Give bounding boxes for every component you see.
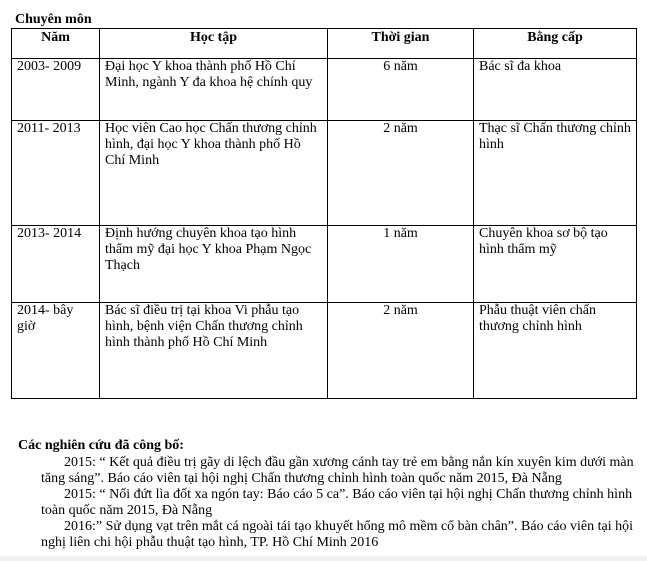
cell-year: 2014- bây giờ: [12, 303, 100, 399]
research-title: Các nghiên cứu đã công bố:: [18, 438, 184, 453]
research-section: [18, 438, 638, 551]
table-row: [12, 121, 637, 226]
table-header-row: [12, 29, 637, 59]
publication-item: 2016:” Sử dụng vạt trên mắt cá ngoài tái tạo khuyết hổng mô mềm cổ bàn chân”. Báo cáo viên tại hội nghị liên chi hội phẫu thuật tạo hình, TP. Hồ Chí Minh 2016: [41, 519, 633, 550]
header-duration: Thời gian: [328, 29, 474, 59]
publication-item: 2015: “ Nối đứt lìa đốt xa ngón tay: Báo cáo 5 ca”. Báo cáo viên tại hội nghị Chấn thương chỉnh hình toàn quốc năm 2015, Đà Nẵng: [41, 487, 633, 518]
cell-duration: 2 năm: [328, 121, 474, 226]
cell-duration: 6 năm: [328, 59, 474, 121]
page-bottom-strip: [0, 556, 647, 561]
cell-year: 2011- 2013: [12, 121, 100, 226]
cell-degree: Phẫu thuật viên chấn thương chỉnh hình: [474, 303, 637, 399]
cell-study: Bác sĩ điều trị tại khoa Vi phẫu tạo hình, bệnh viện Chấn thương chỉnh hình thành phố Hồ Chí Minh: [100, 303, 328, 399]
cell-degree: Thạc sĩ Chấn thương chỉnh hình: [474, 121, 637, 226]
table-row: [12, 59, 637, 121]
cell-year: 2013- 2014: [12, 226, 100, 303]
cell-duration: 1 năm: [328, 226, 474, 303]
section-title: Chuyên môn: [15, 12, 92, 27]
header-study: Học tập: [100, 29, 328, 59]
cell-degree: Bác sĩ đa khoa: [474, 59, 637, 121]
cell-study: Định hướng chuyên khoa tạo hình thẩm mỹ đại học Y khoa Phạm Ngọc Thạch: [100, 226, 328, 303]
cell-degree: Chuyên khoa sơ bộ tạo hình thẩm mỹ: [474, 226, 637, 303]
education-table: [11, 28, 637, 399]
publication-item: 2015: “ Kết quả điều trị gãy di lệch đầu gần xương cánh tay trẻ em bằng nắn kín xuyên kim dưới màn tăng sáng”. Báo cáo viên tại hội nghị Chấn thương chỉnh hình toàn quốc năm 2015, Đà Nẵng: [41, 455, 634, 486]
cell-duration: 2 năm: [328, 303, 474, 399]
header-year: Năm: [12, 29, 100, 59]
cell-study: Học viên Cao học Chấn thương chỉnh hình, đại học Y khoa thành phố Hồ Chí Minh: [100, 121, 328, 226]
table-row: [12, 303, 637, 399]
cell-year: 2003- 2009: [12, 59, 100, 121]
cell-study: Đại học Y khoa thành phố Hồ Chí Minh, ngành Y đa khoa hệ chính quy: [100, 59, 328, 121]
header-degree: Bằng cấp: [474, 29, 637, 59]
table-row: [12, 226, 637, 303]
